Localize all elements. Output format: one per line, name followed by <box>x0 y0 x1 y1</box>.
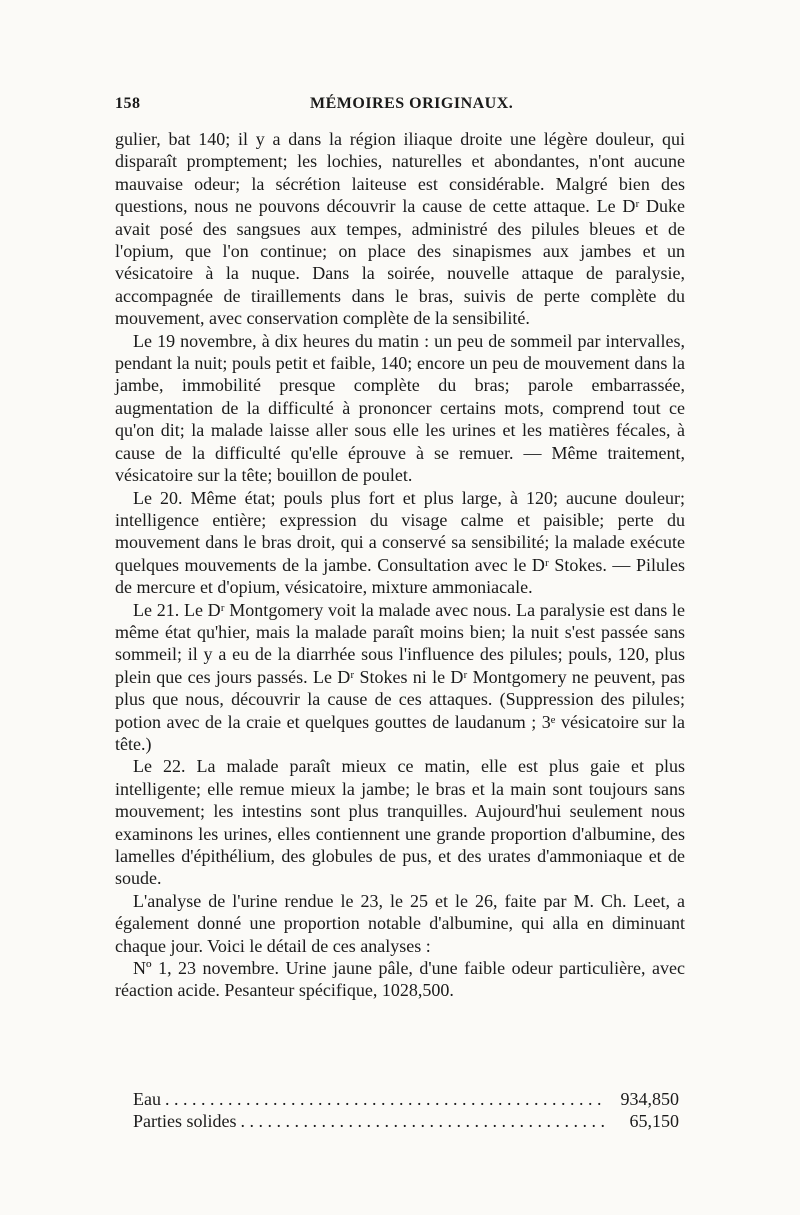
row-label: Eau <box>133 1089 161 1109</box>
row-value: 65,150 <box>629 1111 679 1132</box>
paragraph-le-21: Le 21. Le Dʳ Montgomery voit la malade avec nous. La paralysie est dans le même état qu'hier, mais la malade paraît moins bien; la nuit s'est passée sans sommeil; il y a eu de la diarrhée sous l'influence des pilules; pouls, 120, plus plein que ces jours passés. Le Dʳ Stokes ni le Dʳ Montgomery ne peuvent, pas plus que nous, découvrir la cause de ces attaques. (Suppression des pilules; potion avec de la craie et quelques gouttes de laudanum ; 3ᵉ vésicatoire sur la tête.) <box>115 599 685 754</box>
table-row <box>133 1088 679 1110</box>
paragraph-analyse: L'analyse de l'urine rendue le 23, le 25 et le 26, faite par M. Ch. Leet, a également donné une proportion notable d'albumine, qui alla en diminuant chaque jour. Voici le détail de ces analyses : <box>115 890 685 956</box>
paragraph-continuation: gulier, bat 140; il y a dans la région iliaque droite une légère douleur, qui disparaît promptement; les lochies, naturelles et abondantes, n'ont aucune mauvaise odeur; la sécrétion laiteuse est considérable. Malgré bien des questions, nous ne pouvons découvrir la cause de cette attaque. Le Dʳ Duke avait posé des sangsues aux tempes, administré des pilules bleues et de l'opium, que l'on continue; on place des sinapismes aux jambes et un vésicatoire à la nuque. Dans la soirée, nouvelle attaque de paralysie, accompagnée de tiraillements dans le bras, suivis de perte complète du mouvement, avec conservation complète de la sensibilité. <box>115 129 685 329</box>
table-row <box>133 1110 679 1132</box>
dot-leader <box>241 1110 606 1132</box>
paragraph-le-20: Le 20. Même état; pouls plus fort et plus large, à 120; aucune douleur; intelligence entière; expression du visage calme et paisible; perte du mouvement dans le bras droit, qui a conservé sa sensibilité; la malade exécute quelques mouvements de la jambe. Consultation avec le Dʳ Stokes. — Pilules de mercure et d'opium, vésicatoire, mixture ammoniacale. <box>115 487 685 598</box>
row-label: Parties solides <box>133 1111 237 1132</box>
paragraph-le-22: Le 22. La malade paraît mieux ce matin, elle est plus gaie et plus intelligente; elle remue mieux la jambe; le bras et la main sont toujours sans mouvement; les intestins sont plus tranquilles. Aujourd'hui seulement nous examinons les urines, elles contiennent une grande proportion d'albumine, des lamelles d'épithélium, des globules de pus, et des urates d'ammoniaque et de soude. <box>115 756 685 889</box>
analysis-table <box>133 1088 679 1133</box>
body-text <box>115 128 685 1002</box>
running-title: MÉMOIRES ORIGINAUX. <box>310 95 514 112</box>
page-number: 158 <box>115 95 141 112</box>
dot-leader <box>165 1088 605 1110</box>
running-header <box>115 95 685 121</box>
paragraph-no-1: Nº 1, 23 novembre. Urine jaune pâle, d'une faible odeur particulière, avec réaction acide. Pesanteur spécifique, 1028,500. <box>115 958 685 1001</box>
row-value: 934,850 <box>620 1089 679 1109</box>
paragraph-19-novembre: Le 19 novembre, à dix heures du matin : un peu de sommeil par intervalles, pendant la nuit; pouls petit et faible, 140; encore un peu de mouvement dans la jambe, immobilité presque complète du bras; parole embarrassée, augmentation de la difficulté à prononcer certains mots, comprend tout ce qu'on dit; la malade laisse aller sous elle les urines et les matières fécales, à cause de la difficulté qu'elle éprouve à se remuer. — Même traitement, vésicatoire sur la tête; bouillon de poulet. <box>115 330 685 486</box>
